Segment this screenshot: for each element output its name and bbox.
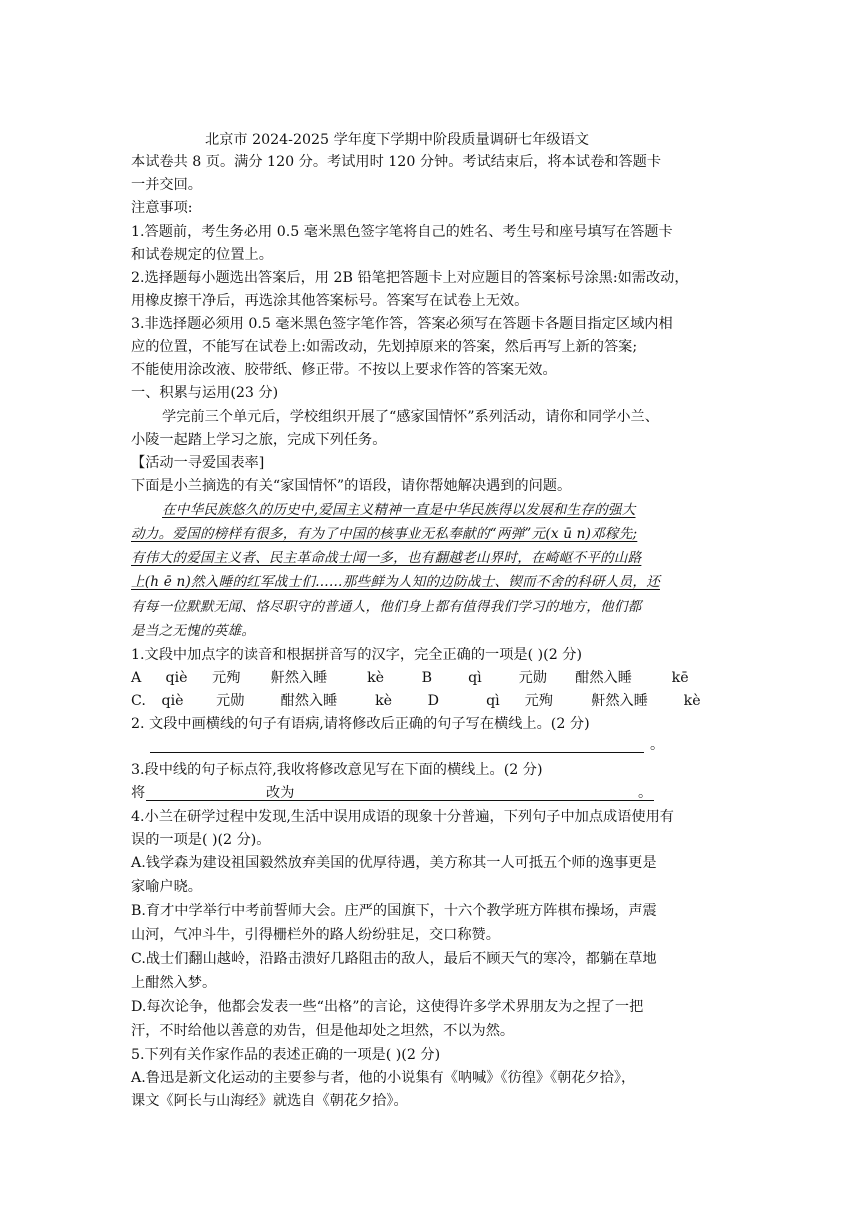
q4-option-b: B.育才中学举行中考前誓师大会。庄严的国旗下，十六个教学班方阵棋布操场，声震 <box>131 903 657 919</box>
option-label: B <box>421 670 433 686</box>
notice-item: 用橡皮擦干净后，再选涂其他答案标号。答案写在试卷上无效。 <box>131 293 529 309</box>
option-pinyin: kē <box>671 670 689 686</box>
q5-option-a: A.鲁迅是新文化运动的主要参与者，他的小说集有《呐喊》《彷徨》《朝花夕拾》， <box>131 1070 636 1086</box>
option-word: 元殉 <box>212 670 241 686</box>
paragraph: 小陵一起踏上学习之旅，完成下列任务。 <box>131 432 387 448</box>
question-4: 误的一项是( )(2 分)。 <box>131 832 271 848</box>
sentence-end: 。 <box>650 737 665 753</box>
notice-item: 和试卷规定的位置上。 <box>131 247 273 263</box>
passage-line: 有每一位默默无闻、恪尽职守的普通人，他们身上都有值得我们学习的地方，他们都 <box>131 599 642 615</box>
section-heading: 一、积累与运用(23 分) <box>131 385 279 401</box>
option-pinyin: kè <box>375 693 393 709</box>
option-word: 元勋 <box>216 693 245 709</box>
question-1-options-cd <box>131 691 704 711</box>
notice-item: 2.选择题每小题选出答案后，用 2B 铅笔把答题卡上对应题目的答案标号涂黑:如需改动， <box>131 270 689 286</box>
question-1: 1.文段中加点字的读音和根据拼音写的汉字，完全正确的一项是( )(2 分) <box>131 647 582 663</box>
option-pinyin: qì <box>468 670 482 686</box>
passage-line-underlined: 在中华民族悠久的历史中,爱国主义精神一直是中华民族得以发展和生存的强大 <box>162 502 636 518</box>
option-pinyin: kè <box>367 670 385 686</box>
question-4: 4.小兰在研学过程中发现,生活中误用成语的现象十分普遍，下列句子中加点成语使用有 <box>131 809 674 825</box>
activity-heading: 【活动一寻爱国表率] <box>131 455 265 471</box>
paragraph: 学完前三个单元后，学校组织开展了“感家国情怀”系列活动，请你和同学小兰、 <box>162 409 659 425</box>
answer-line[interactable] <box>146 800 654 801</box>
q5-option-a: 课文《阿长与山海经》就选自《朝花夕拾》。 <box>131 1093 408 1109</box>
option-label: D <box>427 693 439 709</box>
q4-option-d: D.每次论争，他都会发表一些“出格”的言论，这使得许多学术界朋友为之捏了一把 <box>131 999 644 1015</box>
question-2: 2. 文段中画横线的句子有语病,请将修改后正确的句子写在横线上。(2 分) <box>131 716 590 732</box>
option-word: 鼾然入睡 <box>270 670 328 686</box>
intro-line: 一并交回。 <box>131 177 202 193</box>
option-pinyin: qiè <box>161 693 184 709</box>
passage-line-underlined: 动力。爱国的榜样有很多，有为了中国的核事业无私奉献的“两弹”元(x ū n)邓稼先; <box>131 526 638 542</box>
question-5: 5.下列有关作家作品的表述正确的一项是( )(2 分) <box>131 1047 441 1063</box>
option-pinyin: qiè <box>165 670 188 686</box>
question-1-options-ab <box>131 668 692 688</box>
q4-option-a: 家喻户晓。 <box>131 879 202 895</box>
q4-option-c: C.战士们翻山越岭，沿路击溃好几路阻击的敌人，最后不顾天气的寒冷，都躺在草地 <box>131 951 657 967</box>
notice-item: 不能使用涂改液、胶带纸、修正带。不按以上要求作答的答案无效。 <box>131 362 557 378</box>
q4-option-c: 上酣然入梦。 <box>131 975 217 991</box>
activity-description: 下面是小兰摘选的有关“家国情怀”的语段，请你帮她解决遇到的问题。 <box>131 478 572 494</box>
question-3: 3.段中线的句子标点符,我收将修改意见写在下面的横线上。(2 分) <box>131 762 543 778</box>
notice-heading: 注意事项: <box>131 200 193 216</box>
notice-item: 3.非选择题必须用 0.5 毫米黑色签字笔作答，答案必须写在答题卡各题目指定区域内相 <box>131 316 673 332</box>
q4-option-b: 山河，气冲斗牛，引得栅栏外的路人纷纷驻足，交口称赞。 <box>131 927 500 943</box>
q3-gaiwei-label: 改为 <box>266 785 295 801</box>
q3-jiang-label: 将 <box>131 785 146 801</box>
q4-option-a: A.钱学森为建设祖国毅然放弃美国的优厚待遇，美方称其一人可抵五个师的逸事更是 <box>131 855 657 871</box>
option-word: 鼾然入睡 <box>591 693 648 709</box>
option-word: 酣然入睡 <box>575 670 632 686</box>
option-word: 酣然入睡 <box>280 693 338 709</box>
sentence-end: 。 <box>638 785 653 801</box>
passage-line-underlined: 有伟大的爱国主义者、民主革命战士闻一多，也有翻越老山界时，在崎岖不平的山路 <box>131 550 642 566</box>
option-label: A <box>131 670 142 686</box>
option-label: C. <box>131 693 146 709</box>
option-word: 元勋 <box>518 670 547 686</box>
option-word: 元殉 <box>524 693 553 709</box>
option-pinyin: qì <box>486 693 500 709</box>
passage-line: 是当之无愧的英雄。 <box>131 623 256 639</box>
passage-line-underlined: 上(h ē n)然入睡的红军战士们……那些鲜为人知的边防战士、锲而不舍的科研人员，还 <box>131 574 660 590</box>
notice-item: 应的位置，不能写在试卷上:如需改动，先划掉原来的答案，然后再写上新的答案; <box>131 339 638 355</box>
answer-line[interactable] <box>150 752 644 753</box>
q4-option-d: 汗，不时给他以善意的劝告，但是他却处之坦然，不以为然。 <box>131 1023 515 1039</box>
notice-item: 1.答题前，考生务必用 0.5 毫米黑色签字笔将自己的姓名、考生号和座号填写在答题卡 <box>131 224 673 240</box>
intro-line: 本试卷共 8 页。满分 120 分。考试用时 120 分钟。考试结束后，将本试卷和答题卡 <box>131 154 662 170</box>
exam-title: 北京市 2024-2025 学年度下学期中阶段质量调研七年级语文 <box>205 132 589 148</box>
option-pinyin: kè <box>683 693 701 709</box>
